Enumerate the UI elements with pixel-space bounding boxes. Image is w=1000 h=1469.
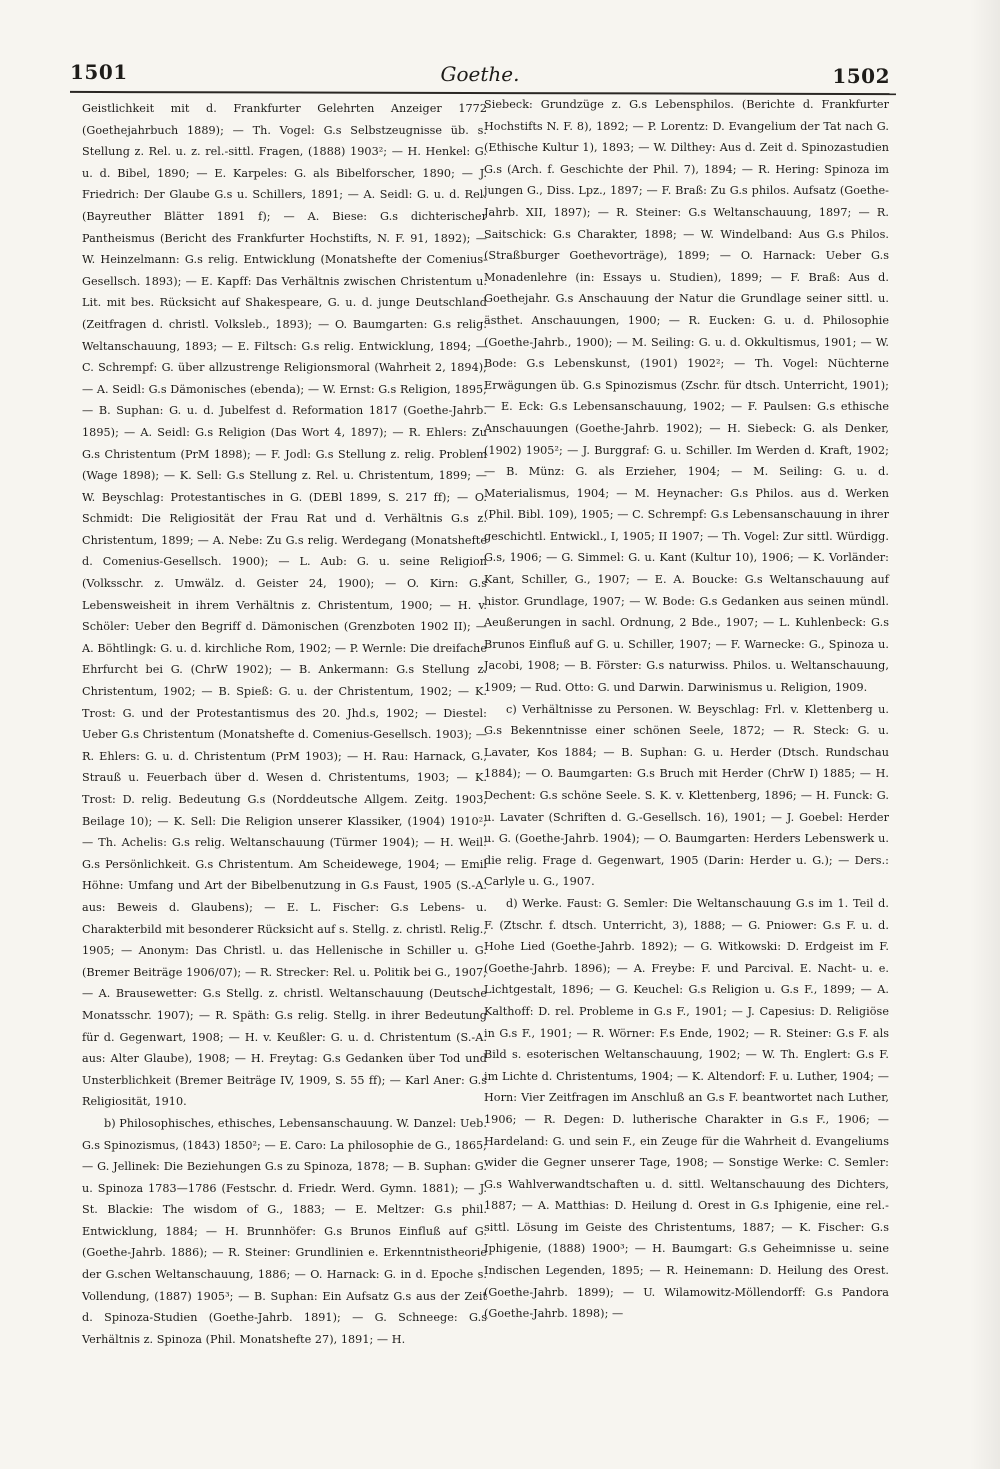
left-paragraph-a: Geistlichkeit mit d. Frankfurter Gelehrten Anzeiger 1772 (Goethejahrbuch 1889); — Th. Vogel: G.s Selbstzeugnisse üb. s. Stellung z. Rel. u. z. rel.-sittl. Fragen, (1888) 1903²; — H. Henkel: G. u. d. Bibel, 1890; — E. Karpeles: G. als Bibelforscher, 1890; — J. Friedrich: Der Glaube G.s u. Schillers, 1891; — A. Seidl: G. u. d. Rel. (Bayreuther Blätter 1891 f); — A. Biese: G.s dichterischer Pantheismus (Bericht des Frankfurter Hochstifts, N. F. 91, 1892); — W. Heinzelmann: G.s relig. Entwicklung (Monatshefte der Comenius-Gesellsch. 1893); — E. Kapff: Das Verhältnis zwischen Christentum u. Lit. mit bes. Rücksicht auf Shakespeare, G. u. d. junge Deutschland (Zeitfragen d. christl. Volksleb., 1893); — O. Baumgarten: G.s relig. Weltanschauung, 1893; — E. Filtsch: G.s relig. Entwicklung, 1894; — C. Schrempf: G. über allzustrenge Religionsmoral (Wahrheit 2, 1894); — A. Seidl: G.s Dämonisches (ebenda); — W. Ernst: G.s Religion, 1895; — B. Suphan: G. u. d. Jubelfest d. Reformation 1817 (Goethe-Jahrb. 1895); — A. Seidl: G.s Religion (Das Wort 4, 1897); — R. Ehlers: Zu G.s Christentum (PrM 1898); — F. Jodl: G.s Stellung z. relig. Problem (Wage 1898); — K. Sell: G.s Stellung z. Rel. u. Christentum, 1899; — W. Beyschlag: Protestantisches in G. (DEBl 1899, S. 217 ff); — O. Schmidt: Die Religiosität der Frau Rat und d. Verhältnis G.s z. Christentum, 1899; — A. Nebe: Zu G.s relig. Werdegang (Monatshefte d. Comenius-Gesellsch. 1900); — L. Aub: G. u. seine Religion (Volksschr. z. Umwälz. d. Geister 24, 1900); — O. Kirn: G.s Lebensweisheit in ihrem Verhältnis z. Christentum, 1900; — H. v. Schöler: Ueber den Begriff d. Dämonischen (Grenzboten 1902 II); — A. Böhtlingk: G. u. d. kirchliche Rom, 1902; — P. Wernle: Die dreifache Ehrfurcht bei G. (ChrW 1902); — B. Ankermann: G.s Stellung z. Christentum, 1902; — B. Spieß: G. u. der Christentum, 1902; — K. Trost: G. und der Protestantismus des 20. Jhd.s, 1902; — Diestel: Ueber G.s Christentum (Monatshefte d. Comenius-Gesellsch. 1903); — R. Ehlers: G. u. d. Christentum (PrM 1903); — H. Rau: Harnack, G., Strauß u. Feuerbach über d. Wesen d. Christentums, 1903; — K. Trost: D. relig. Bedeutung G.s (Norddeutsche Allgem. Zeitg. 1903, Beilage 10); — K. Sell: Die Religion unserer Klassiker, (1904) 1910²; — Th. Achelis: G.s relig. Weltanschauung (Türmer 1904); — H. Weil: G.s Persönlichkeit. G.s Christentum. Am Scheidewege, 1904; — Emil Höhne: Umfang und Art der Bibelbenutzung in G.s Faust, 1905 (S.-A. aus: Beweis d. Glaubens); — E. L. Fischer: G.s Lebens- u. Charakterbild mit besonderer Rücksicht auf s. Stellg. z. christl. Relig., 1905; — Anonym: Das Christl. u. das Hellenische in Schiller u. G. (Bremer Beiträge 1906/07); — R. Strecker: Rel. u. Politik bei G., 1907; — A. Brausewetter: G.s Stellg. z. christl. Weltanschauung (Deutsche Monatsschr. 1907); — R. Späth: G.s relig. Stellg. in ihrer Bedeutung für d. Gegenwart, 1908; — H. v. Keußler: G. u. d. Christentum (S.-A. aus: Alter Glaube), 1908; — H. Freytag: G.s Gedanken über Tod und Unsterblichkeit (Bremer Beiträge IV, 1909, S. 55 ff); — Karl Aner: G.s Religiosität, 1910.	[82, 102, 487, 1109]
left-column	[82, 98, 487, 1350]
right-paragraph-d: d) Werke. Faust: G. Semler: Die Weltanschauung G.s im 1. Teil d. F. (Ztschr. f. dtsch. Unterricht, 3), 1888; — G. Pniower: G.s F. u. d. Hohe Lied (Goethe-Jahrb. 1892); — G. Witkowski: D. Erdgeist im F. (Goethe-Jahrb. 1896); — A. Freybe: F. und Parcival. E. Nacht- u. e. Lichtgestalt, 1896; — G. Keuchel: G.s Religion u. G.s F., 1899; — A. Kalthoff: D. rel. Probleme in G.s F., 1901; — J. Capesius: D. Religiöse in G.s F., 1901; — R. Wörner: F.s Ende, 1902; — R. Steiner: G.s F. als Bild s. esoterischen Weltanschauung, 1902; — W. Th. Englert: G.s F. im Lichte d. Christentums, 1904; — K. Altendorf: F. u. Luther, 1904; — Horn: Vier Zeitfragen im Anschluß an G.s F. beantwortet nach Luther, 1906; — R. Degen: D. lutherische Charakter in G.s F., 1906; — Hardeland: G. und sein F., ein Zeuge für die Wahrheit d. Evangeliums wider die Gegner unserer Tage, 1908; — Sonstige Werke: C. Semler: G.s Wahlverwandtschaften u. d. sittl. Weltanschauung des Dichters, 1887; — A. Matthias: D. Heilung d. Orest in G.s Iphigenie, eine rel.-sittl. Lösung im Geiste des Christentums, 1887; — K. Fischer: G.s Iphigenie, (1888) 1900³; — H. Baumgart: G.s Geheimnisse u. seine Indischen Legenden, 1895; — R. Heinemann: D. Heilung des Orest. (Goethe-Jahrb. 1899); — U. Wilamowitz-Möllendorff: G.s Pandora (Goethe-Jahrb. 1898); —	[484, 896, 889, 1321]
right-paragraph-a: Siebeck: Grundzüge z. G.s Lebensphilos. (Berichte d. Frankfurter Hochstifts N. F. 8), 1892; — P. Lorentz: D. Evangelium der Tat nach G. (Ethische Kultur 1), 1893; — W. Dilthey: Aus d. Zeit d. Spinozastudien G.s (Arch. f. Geschichte der Phil. 7), 1894; — R. Hering: Spinoza im jungen G., Diss. Lpz., 1897; — F. Braß: Zu G.s philos. Aufsatz (Goethe-Jahrb. XII, 1897); — R. Steiner: G.s Weltanschauung, 1897; — R. Saitschick: G.s Charakter, 1898; — W. Windelband: Aus G.s Philos. (Straßburger Goethevorträge), 1899; — O. Harnack: Ueber G.s Monadenlehre (in: Essays u. Studien), 1899; — F. Braß: Aus d. Goethejahr. G.s Anschauung der Natur die Grundlage seiner sittl. u. ästhet. Anschauungen, 1900; — R. Eucken: G. u. d. Philosophie (Goethe-Jahrb., 1900); — M. Seiling: G. u. d. Okkultismus, 1901; — W. Bode: G.s Lebenskunst, (1901) 1902²; — Th. Vogel: Nüchterne Erwägungen üb. G.s Spinozismus (Zschr. für dtsch. Unterricht, 1901); — E. Eck: G.s Lebensanschauung, 1902; — F. Paulsen: G.s ethische Anschauungen (Goethe-Jahrb. 1902); — H. Siebeck: G. als Denker, (1902) 1905²; — J. Burggraf: G. u. Schiller. Im Werden d. Kraft, 1902; — B. Münz: G. als Erzieher, 1904; — M. Seiling: G. u. d. Materialismus, 1904; — M. Heynacher: G.s Philos. aus d. Werken (Phil. Bibl. 109), 1905; — C. Schrempf: G.s Lebensanschauung in ihrer geschichtl. Entwickl., I, 1905; II 1907; — Th. Vogel: Zur sittl. Würdigg. G.s, 1906; — G. Simmel: G. u. Kant (Kultur 10), 1906; — K. Vorländer: Kant, Schiller, G., 1907; — E. A. Boucke: G.s Weltanschauung auf histor. Grundlage, 1907; — W. Bode: G.s Gedanken aus seinen mündl. Aeußerungen in sachl. Ordnung, 2 Bde., 1907; — L. Kuhlenbeck: G.s Brunos Einfluß auf G. u. Schiller, 1907; — F. Warnecke: G., Spinoza u. Jacobi, 1908; — B. Förster: G.s naturwiss. Philos. u. Weltanschauung, 1909; — Rud. Otto: G. und Darwin. Darwinismus u. Religion, 1909.	[484, 98, 889, 695]
running-title: Goethe.	[440, 62, 520, 86]
left-paragraph-b: b) Philosophisches, ethisches, Lebensanschauung. W. Danzel: Ueb. G.s Spinozismus, (1843) 1850²; — E. Caro: La philosophie de G., 1865; — G. Jellinek: Die Beziehungen G.s zu Spinoza, 1878; — B. Suphan: G. u. Spinoza 1783—1786 (Festschr. d. Friedr. Werd. Gymn. 1881); — J. St. Blackie: The wisdom of G., 1883; — E. Meltzer: G.s phil. Entwicklung, 1884; — H. Brunnhöfer: G.s Brunos Einfluß auf G. (Goethe-Jahrb. 1886); — R. Steiner: Grundlinien e. Erkenntnistheorie der G.schen Weltanschauung, 1886; — O. Harnack: G. in d. Epoche s. Vollendung, (1887) 1905³; — B. Suphan: Ein Aufsatz G.s aus der Zeit d. Spinoza-Studien (Goethe-Jahrb. 1891); — G. Schneege: G.s Verhältnis z. Spinoza (Phil. Monatshefte 27), 1891; — H.	[82, 1116, 487, 1346]
page-number-right: 1502	[832, 64, 890, 88]
page-number-left: 1501	[70, 60, 128, 84]
right-paragraph-c: c) Verhältnisse zu Personen. W. Beyschlag: Frl. v. Klettenberg u. G.s Bekenntnisse einer schönen Seele, 1872; — R. Steck: G. u. Lavater, Kos 1884; — B. Suphan: G. u. Herder (Dtsch. Rundschau 1884); — O. Baumgarten: G.s Bruch mit Herder (ChrW I) 1885; — H. Dechent: G.s schöne Seele. S. K. v. Klettenberg, 1896; — H. Funck: G. u. Lavater (Schriften d. G.-Gesellsch. 16), 1901; — J. Goebel: Herder u. G. (Goethe-Jahrb. 1904); — O. Baumgarten: Herders Lebenswerk u. die relig. Frage d. Gegenwart, 1905 (Darin: Herder u. G.); — Ders.: Carlyle u. G., 1907.	[484, 702, 889, 889]
right-column	[484, 94, 889, 1325]
scan-shadow	[970, 0, 1000, 1469]
page-header	[70, 56, 890, 96]
